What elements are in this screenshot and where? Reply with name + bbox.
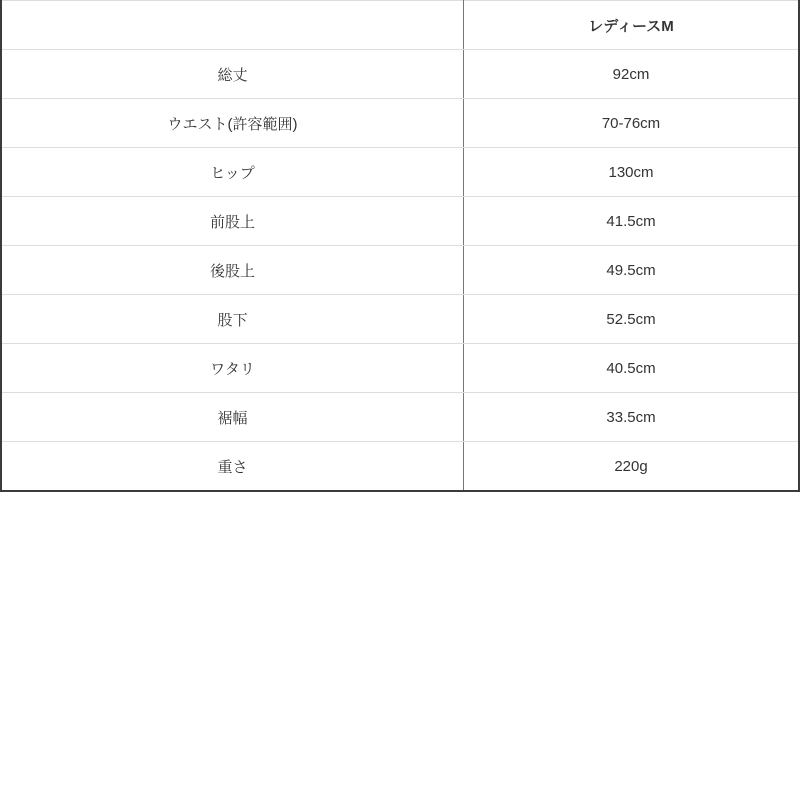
measurement-value: 52.5cm [464,295,800,344]
table-row [1,50,799,99]
table-row [1,344,799,393]
table-row [1,295,799,344]
measurement-value: 220g [464,442,800,492]
table-row [1,99,799,148]
table-row [1,442,799,492]
measurement-value: 70-76cm [464,99,800,148]
table-row [1,393,799,442]
table-header-row [1,1,799,50]
measurement-value: 92cm [464,50,800,99]
header-empty-cell [1,1,464,50]
measurement-label: 前股上 [1,197,464,246]
header-size-cell: レディースM [464,1,800,50]
measurement-label: ワタリ [1,344,464,393]
table-row [1,246,799,295]
measurement-value: 40.5cm [464,344,800,393]
measurement-value: 49.5cm [464,246,800,295]
measurement-label: 後股上 [1,246,464,295]
measurement-label: 重さ [1,442,464,492]
table-row [1,197,799,246]
measurement-value: 41.5cm [464,197,800,246]
measurement-label: 裾幅 [1,393,464,442]
measurement-label: ヒップ [1,148,464,197]
measurement-value: 130cm [464,148,800,197]
measurement-label: 股下 [1,295,464,344]
measurement-value: 33.5cm [464,393,800,442]
measurement-label: 総丈 [1,50,464,99]
measurement-label: ウエスト(許容範囲) [1,99,464,148]
table-row [1,148,799,197]
